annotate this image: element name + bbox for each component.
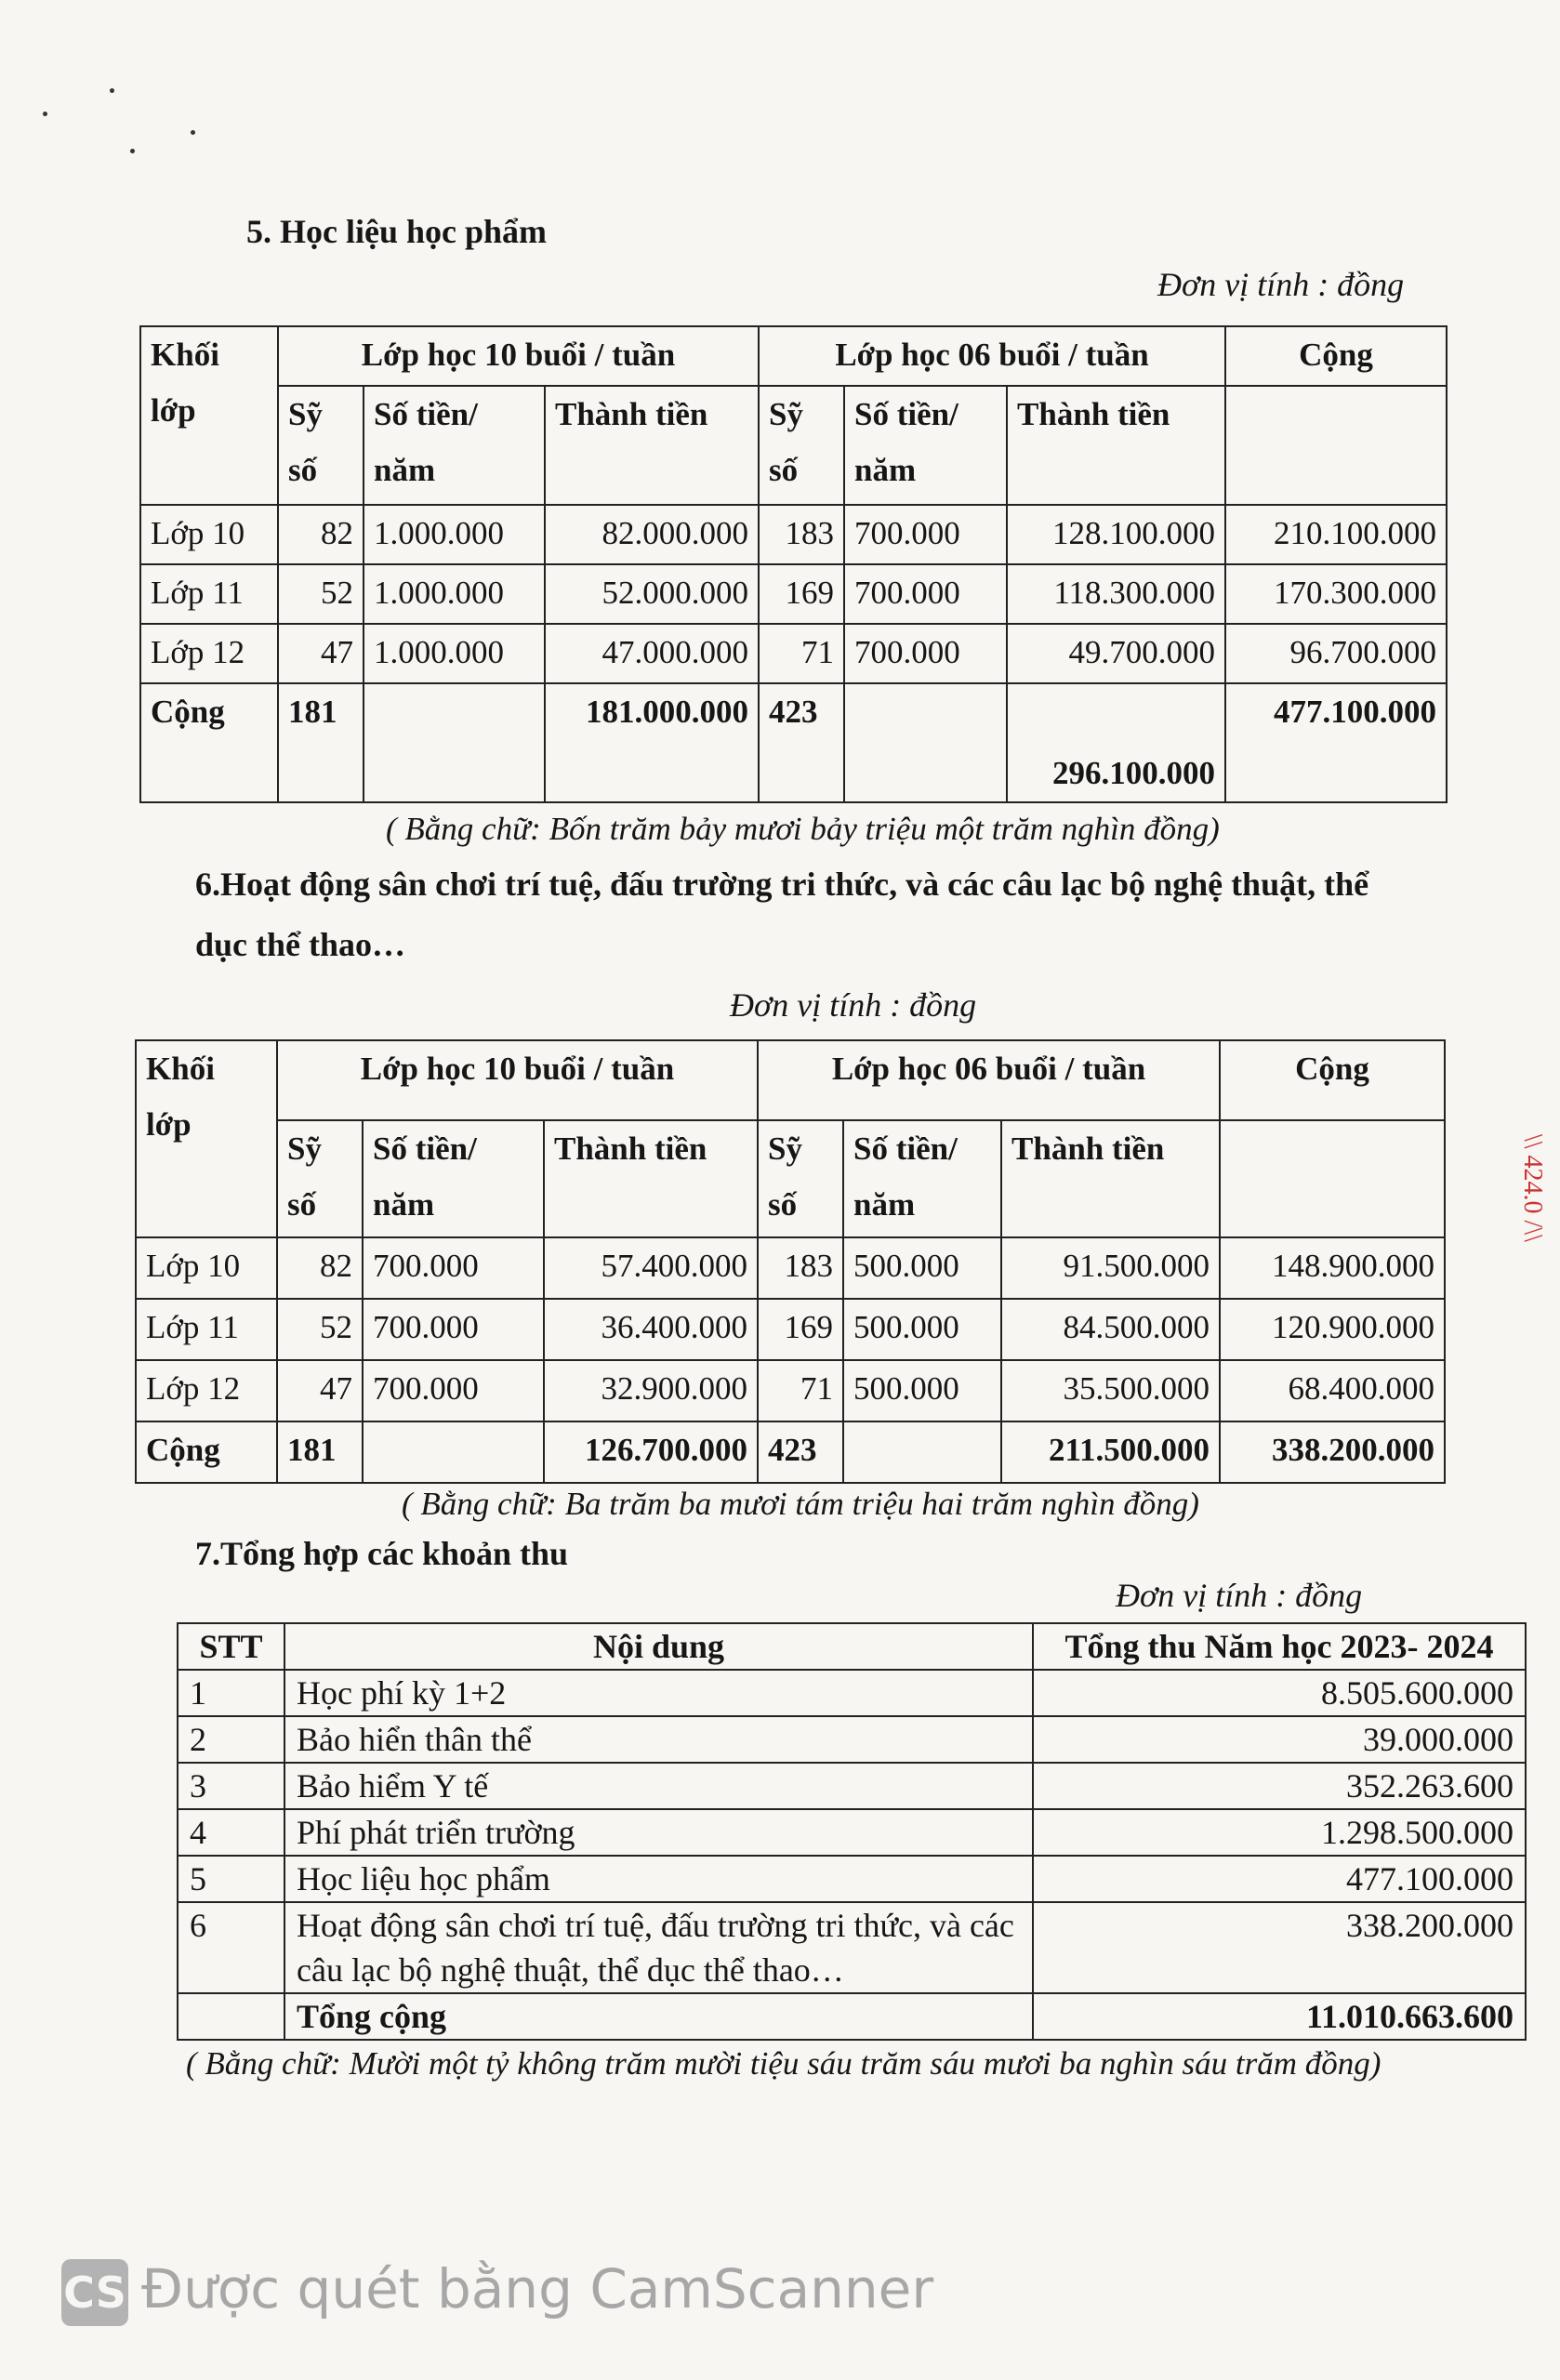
- table-row: [136, 1360, 1445, 1421]
- cell-stt: 4: [178, 1809, 284, 1856]
- total-row: [136, 1421, 1445, 1483]
- section5-unit: Đơn vị tính : đồng: [1157, 266, 1405, 303]
- header-group-06: Lớp học 06 buổi / tuần: [758, 1040, 1220, 1120]
- cell-stt: 5: [178, 1856, 284, 1902]
- cell-empty: [363, 1421, 544, 1483]
- section6-note: ( Bằng chữ: Ba trăm ba mươi tám triệu hai trăm nghìn đồng): [402, 1486, 1199, 1522]
- cell-so-tien: 700.000: [844, 564, 1007, 624]
- header-so-tien: Số tiền/ năm: [363, 1120, 544, 1237]
- cell-so-tien: 1.000.000: [364, 505, 545, 564]
- cell-thanh-tien: 52.000.000: [545, 564, 759, 624]
- cell-si-so: 82: [278, 505, 364, 564]
- cell-total-tong-thu: 11.010.663.600: [1033, 1993, 1526, 2040]
- cell-cong: 96.700.000: [1225, 624, 1447, 683]
- cell-noi-dung: Học liệu học phẩm: [284, 1856, 1033, 1902]
- section7-note: ( Bằng chữ: Mười một tỷ không trăm mười tiệu sáu trăm sáu mươi ba nghìn sáu trăm đồng): [186, 2045, 1382, 2082]
- header-thanh-tien: Thành tiền: [1001, 1120, 1220, 1237]
- cell-total-thanh-tien: 296.100.000: [1007, 683, 1225, 802]
- cell-lop: Lớp 11: [136, 1299, 277, 1360]
- table-row: [178, 1763, 1526, 1809]
- cell-si-so: 169: [758, 1299, 843, 1360]
- cell-so-tien: 700.000: [363, 1237, 544, 1299]
- section5-table: [139, 325, 1448, 803]
- cell-thanh-tien: 128.100.000: [1007, 505, 1225, 564]
- cell-si-so: 183: [758, 1237, 843, 1299]
- section6-table: [135, 1039, 1446, 1484]
- header-noi-dung: Nội dung: [284, 1623, 1033, 1670]
- cell-total-label: Cộng: [136, 1421, 277, 1483]
- header-so-tien: Số tiền/ năm: [843, 1120, 1001, 1237]
- table-row: [178, 1856, 1526, 1902]
- cell-si-so: 71: [758, 1360, 843, 1421]
- cell-lop: Lớp 10: [136, 1237, 277, 1299]
- header-group-10: Lớp học 10 buổi / tuần: [277, 1040, 758, 1120]
- header-empty: [1220, 1120, 1445, 1237]
- cell-total-si-so: 423: [758, 1421, 843, 1483]
- section7-table: [177, 1622, 1527, 2041]
- cell-si-so: 71: [759, 624, 844, 683]
- cell-cong: 148.900.000: [1220, 1237, 1445, 1299]
- scan-speck: [191, 130, 195, 135]
- table-row: [178, 1902, 1526, 1993]
- table-row: [136, 1237, 1445, 1299]
- section6-title-line2: dục thể thao…: [195, 926, 406, 963]
- header-thanh-tien: Thành tiền: [545, 386, 759, 505]
- header-khoi-lop: Khối lớp: [140, 326, 278, 505]
- cell-total-thanh-tien: 181.000.000: [545, 683, 759, 802]
- cell-stt: 2: [178, 1716, 284, 1763]
- section5-title: 5. Học liệu học phẩm: [246, 213, 548, 250]
- cell-si-so: 47: [278, 624, 364, 683]
- section7-unit: Đơn vị tính : đồng: [1116, 1577, 1363, 1614]
- cell-si-so: 169: [759, 564, 844, 624]
- section7-title: 7.Tổng hợp các khoản thu: [195, 1535, 569, 1572]
- cell-so-tien: 500.000: [843, 1237, 1001, 1299]
- cell-lop: Lớp 10: [140, 505, 278, 564]
- table-row: [178, 1670, 1526, 1716]
- cell-si-so: 47: [277, 1360, 363, 1421]
- cell-total-si-so: 423: [759, 683, 844, 802]
- table-row: [140, 624, 1447, 683]
- header-sy-so: Sỹ số: [759, 386, 844, 505]
- cell-so-tien: 500.000: [843, 1360, 1001, 1421]
- cell-thanh-tien: 49.700.000: [1007, 624, 1225, 683]
- cell-so-tien: 700.000: [363, 1360, 544, 1421]
- cell-empty: [178, 1993, 284, 2040]
- cell-thanh-tien: 57.400.000: [544, 1237, 758, 1299]
- header-stt: STT: [178, 1623, 284, 1670]
- section6-unit: Đơn vị tính : đồng: [730, 986, 977, 1024]
- section6-title-line1: 6.Hoạt động sân chơi trí tuệ, đấu trường tri thức, và các câu lạc bộ nghệ thuật, thể: [195, 866, 1369, 903]
- camscanner-logo-icon: CS: [61, 2259, 128, 2326]
- cell-tong-thu: 338.200.000: [1033, 1902, 1526, 1993]
- cell-so-tien: 700.000: [844, 624, 1007, 683]
- table-row: [178, 1716, 1526, 1763]
- cell-cong: 170.300.000: [1225, 564, 1447, 624]
- header-sy-so: Sỹ số: [278, 386, 364, 505]
- cell-so-tien: 500.000: [843, 1299, 1001, 1360]
- cell-si-so: 82: [277, 1237, 363, 1299]
- cell-empty: [843, 1421, 1001, 1483]
- cell-thanh-tien: 84.500.000: [1001, 1299, 1220, 1360]
- cell-empty: [364, 683, 545, 802]
- cell-total-cong: 477.100.000: [1225, 683, 1447, 802]
- cell-total-si-so: 181: [278, 683, 364, 802]
- cell-thanh-tien: 82.000.000: [545, 505, 759, 564]
- cell-noi-dung: Học phí kỳ 1+2: [284, 1670, 1033, 1716]
- cell-thanh-tien: 35.500.000: [1001, 1360, 1220, 1421]
- header-so-tien: Số tiền/ năm: [364, 386, 545, 505]
- header-tong-thu: Tổng thu Năm học 2023- 2024: [1033, 1623, 1526, 1670]
- header-cong: Cộng: [1225, 326, 1447, 386]
- header-empty: [1225, 386, 1447, 505]
- cell-tong-thu: 8.505.600.000: [1033, 1670, 1526, 1716]
- cell-total-thanh-tien: 126.700.000: [544, 1421, 758, 1483]
- cell-tong-thu: 1.298.500.000: [1033, 1809, 1526, 1856]
- cell-noi-dung: Hoạt động sân chơi trí tuệ, đấu trường tri thức, và các câu lạc bộ nghệ thuật, thể dục thể thao…: [284, 1902, 1033, 1993]
- cell-cong: 68.400.000: [1220, 1360, 1445, 1421]
- cell-tong-thu: 477.100.000: [1033, 1856, 1526, 1902]
- cell-empty: [844, 683, 1007, 802]
- cell-total-label: Cộng: [140, 683, 278, 802]
- cell-total-label: Tổng cộng: [284, 1993, 1033, 2040]
- table-row: [136, 1299, 1445, 1360]
- table-row: [140, 505, 1447, 564]
- cell-lop: Lớp 12: [140, 624, 278, 683]
- watermark-text: Được quét bằng CamScanner: [141, 2257, 934, 2320]
- cell-si-so: 52: [277, 1299, 363, 1360]
- cell-stt: 1: [178, 1670, 284, 1716]
- cell-thanh-tien: 47.000.000: [545, 624, 759, 683]
- header-khoi-lop: Khối lớp: [136, 1040, 277, 1237]
- margin-stamp-mark: \\ 424.0 /\\: [1518, 1134, 1547, 1242]
- cell-thanh-tien: 32.900.000: [544, 1360, 758, 1421]
- cell-so-tien: 1.000.000: [364, 564, 545, 624]
- total-row: [178, 1993, 1526, 2040]
- header-cong: Cộng: [1220, 1040, 1445, 1120]
- header-thanh-tien: Thành tiền: [1007, 386, 1225, 505]
- camscanner-watermark: [61, 2257, 933, 2326]
- cell-cong: 120.900.000: [1220, 1299, 1445, 1360]
- header-so-tien: Số tiền/ năm: [844, 386, 1007, 505]
- cell-lop: Lớp 11: [140, 564, 278, 624]
- header-thanh-tien: Thành tiền: [544, 1120, 758, 1237]
- cell-tong-thu: 39.000.000: [1033, 1716, 1526, 1763]
- cell-total-thanh-tien: 211.500.000: [1001, 1421, 1220, 1483]
- scan-speck: [130, 149, 135, 153]
- cell-noi-dung: Bảo hiểm Y tế: [284, 1763, 1033, 1809]
- scan-speck: [43, 112, 47, 116]
- table-row: [140, 564, 1447, 624]
- section5-note: ( Bằng chữ: Bốn trăm bảy mươi bảy triệu một trăm nghìn đồng): [386, 811, 1220, 847]
- cell-lop: Lớp 12: [136, 1360, 277, 1421]
- scan-speck: [110, 88, 114, 93]
- cell-cong: 210.100.000: [1225, 505, 1447, 564]
- table-row: [178, 1809, 1526, 1856]
- cell-noi-dung: Bảo hiển thân thể: [284, 1716, 1033, 1763]
- cell-thanh-tien: 91.500.000: [1001, 1237, 1220, 1299]
- cell-so-tien: 1.000.000: [364, 624, 545, 683]
- header-sy-so: Sỹ số: [758, 1120, 843, 1237]
- cell-tong-thu: 352.263.600: [1033, 1763, 1526, 1809]
- header-group-10: Lớp học 10 buổi / tuần: [278, 326, 759, 386]
- cell-so-tien: 700.000: [363, 1299, 544, 1360]
- header-sy-so: Sỹ số: [277, 1120, 363, 1237]
- cell-so-tien: 700.000: [844, 505, 1007, 564]
- cell-total-cong: 338.200.000: [1220, 1421, 1445, 1483]
- cell-stt: 6: [178, 1902, 284, 1993]
- cell-stt: 3: [178, 1763, 284, 1809]
- cell-thanh-tien: 118.300.000: [1007, 564, 1225, 624]
- cell-noi-dung: Phí phát triển trường: [284, 1809, 1033, 1856]
- total-row: [140, 683, 1447, 802]
- cell-si-so: 183: [759, 505, 844, 564]
- header-group-06: Lớp học 06 buổi / tuần: [759, 326, 1225, 386]
- cell-si-so: 52: [278, 564, 364, 624]
- cell-thanh-tien: 36.400.000: [544, 1299, 758, 1360]
- cell-total-si-so: 181: [277, 1421, 363, 1483]
